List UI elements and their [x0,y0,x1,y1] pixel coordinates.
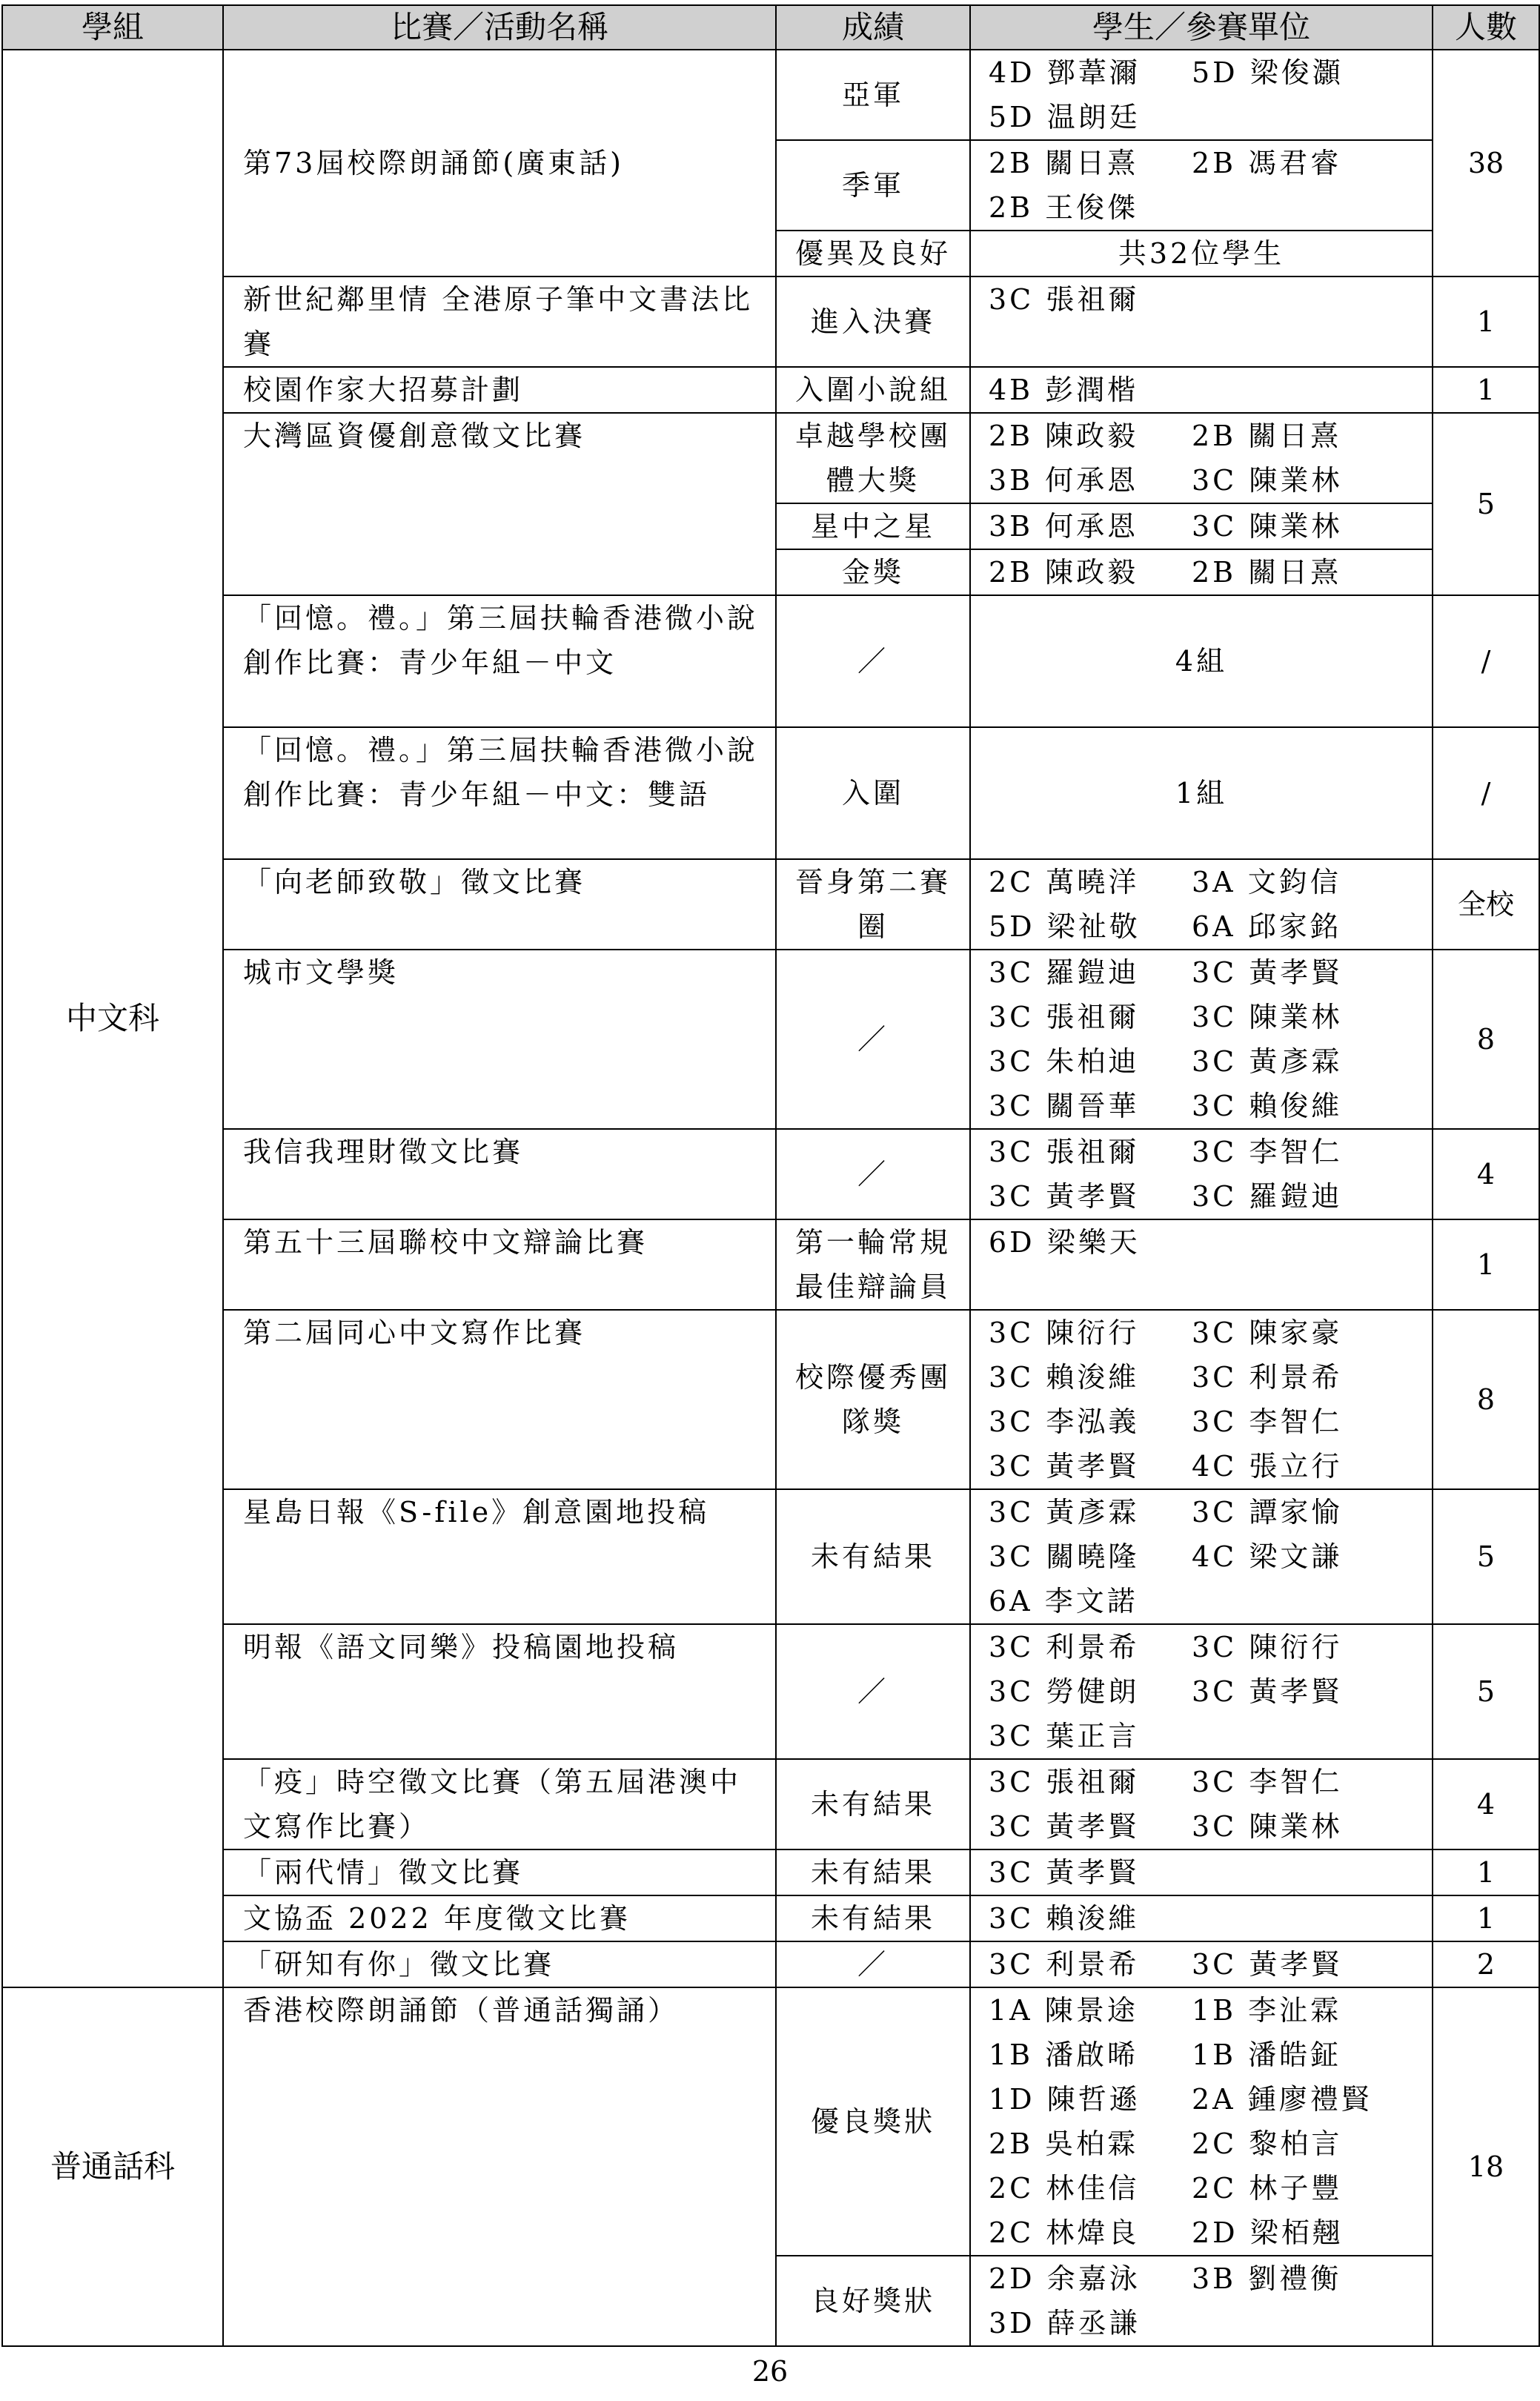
student-name: 3A 文鈞信 [1192,866,1341,898]
category-cell: 中文科 [2,50,223,1987]
student-name: 3C 陳家豪 [1192,1317,1343,1349]
student-name: 2B 王俊傑 [989,191,1139,224]
student-line [989,1669,1432,1714]
students-summary: 1組 [1175,777,1228,809]
student-line [989,2210,1432,2255]
student-name: 3C 黃孝賢 [989,1180,1140,1213]
result-text: ／ [857,1023,889,1056]
student-name: 3C 賴浚維 [989,1361,1140,1394]
student-line [989,1355,1432,1400]
result-cell [776,1895,970,1941]
result-text: 未有結果 [810,1788,935,1821]
table-row [2,1895,1539,1941]
student-name: 2C 黎柏言 [1192,2127,1343,2160]
student-name: 6A 李文諾 [989,1585,1138,1617]
student-name: 2D 余嘉泳 [989,2262,1141,2295]
students-cell [970,1489,1433,1624]
student-name: 5D 梁祉敬 [989,910,1141,943]
result-cell [776,727,970,859]
competition-name: 大灣區資優創意徵文比賽 [243,420,586,452]
students-cell [970,1759,1433,1849]
student-name: 3C 黃孝賢 [1192,1948,1343,1981]
student-name: 3C 黃孝賢 [989,1810,1140,1843]
result-cell [776,1987,970,2256]
student-name: 3C 陳衍行 [989,1317,1140,1349]
student-line [989,950,1432,995]
student-line [989,1850,1432,1895]
competition-name: 「回憶。禮。」第三屆扶輪香港微小說創作比賽：青少年組－中文：雙語 [243,734,759,811]
student-line [989,2256,1432,2301]
competition-cell [223,1489,776,1624]
category-cell: 普通話科 [2,1987,223,2346]
student-name: 2B 吳柏霖 [989,2127,1139,2160]
count-cell: 8 [1433,950,1539,1129]
table-row [2,50,1539,140]
student-line [989,2033,1432,2077]
student-name: 1D 陳哲遜 [989,2083,1141,2116]
student-name: 4C 張立行 [1192,1450,1343,1483]
count-cell: / [1433,727,1539,859]
table-row [2,367,1539,413]
competition-name: 「疫」時空徵文比賽（第五屆港澳中文寫作比賽） [243,1766,742,1843]
student-name: 1B 李沚霖 [1192,1994,1342,2027]
student-name: 3C 黃孝賢 [989,1856,1140,1889]
student-name: 2B 關日熹 [1192,556,1342,589]
student-line [989,1400,1432,1444]
student-name: 2B 陳政毅 [989,556,1139,589]
student-name: 3C 黃孝賢 [1192,1675,1343,1708]
result-text: 良好獎狀 [810,2285,935,2317]
result-cell [776,1489,970,1624]
competition-name: 香港校際朗誦節（普通話獨誦） [243,1994,680,2027]
count-cell: 8 [1433,1310,1539,1489]
result-text: 入圍小說組 [794,374,951,406]
student-line [989,2166,1432,2210]
students-cell [970,1987,1433,2256]
competition-cell [223,1987,776,2346]
students-cell [970,1941,1433,1987]
competition-cell [223,413,776,595]
table-row [2,1849,1539,1895]
competition-cell [223,1849,776,1895]
student-name: 3C 張祖爾 [989,1136,1140,1168]
student-name: 3C 羅鎧迪 [989,956,1140,989]
table-row [2,1624,1539,1759]
student-name: 3C 李智仁 [1192,1136,1343,1168]
result-cell [776,950,970,1129]
result-cell [776,1219,970,1310]
student-name: 3C 黃彥霖 [1192,1045,1343,1078]
result-cell [776,549,970,595]
students-cell [970,1895,1433,1941]
students-cell [970,1310,1433,1489]
student-line [989,1084,1432,1128]
competition-cell [223,1129,776,1219]
result-cell [776,2256,970,2346]
student-name: 3C 陳業林 [1192,1810,1343,1843]
student-line [989,1804,1432,1849]
result-text: ／ [857,1948,889,1981]
student-name: 5D 梁俊灝 [1192,56,1344,89]
student-name: 3B 何承恩 [989,510,1139,543]
students-cell [970,276,1433,367]
count-cell: 1 [1433,367,1539,413]
student-name: 2C 林煒良 [989,2216,1140,2249]
competition-name: 我信我理財徵文比賽 [243,1136,524,1168]
result-cell [776,503,970,549]
competition-cell [223,1219,776,1310]
competition-name: 「回憶。禮。」第三屆扶輪香港微小說創作比賽：青少年組－中文 [243,602,759,679]
header-result: 成績 [776,5,970,50]
student-name: 3C 利景希 [989,1631,1140,1663]
students-cell [970,140,1433,231]
table-row [2,859,1539,950]
student-name: 2B 陳政毅 [989,420,1139,452]
header-group: 學組 [2,5,223,50]
count-cell: 全校 [1433,859,1539,950]
student-name: 4B 彭潤楷 [989,374,1139,406]
student-name: 3C 李智仁 [1192,1405,1343,1438]
student-line [989,1534,1432,1579]
student-line [989,860,1432,904]
student-name: 3C 朱柏迪 [989,1045,1140,1078]
result-text: 晉身第二賽圈 [794,866,951,943]
student-name: 1B 潘皓鉦 [1192,2039,1342,2071]
count-cell: 18 [1433,1987,1539,2346]
competition-name: 校園作家大招募計劃 [243,374,524,406]
student-name: 3C 賴浚維 [989,1902,1140,1935]
student-name: 3C 關晉華 [989,1090,1140,1122]
result-cell [776,1310,970,1489]
student-line [989,1714,1432,1758]
result-text: 第一輪常規最佳辯論員 [794,1226,951,1303]
student-name: 3B 何承恩 [989,464,1139,497]
table-row [2,1310,1539,1489]
student-name: 3C 羅鎧迪 [1192,1180,1343,1213]
result-cell [776,1941,970,1987]
student-line [989,2077,1432,2122]
student-name: 3C 黃孝賢 [1192,956,1343,989]
count-cell: 4 [1433,1129,1539,1219]
result-cell [776,276,970,367]
count-cell: 1 [1433,276,1539,367]
count-cell: / [1433,595,1539,727]
student-name: 3C 勞健朗 [989,1675,1140,1708]
awards-table [1,4,1540,2347]
students-cell [970,1129,1433,1219]
student-name: 5D 温朗廷 [989,101,1141,133]
student-line [989,1579,1432,1623]
count-cell: 2 [1433,1941,1539,1987]
students-cell [970,950,1433,1129]
competition-cell [223,1759,776,1849]
student-name: 3C 黃彥霖 [989,1496,1140,1529]
student-name: 3C 關曉隆 [989,1540,1140,1573]
competition-cell [223,595,776,727]
count-cell: 5 [1433,1624,1539,1759]
table-row [2,1489,1539,1624]
result-text: ／ [857,1158,889,1190]
competition-name: 星島日報《S-file》創意園地投稿 [243,1496,710,1529]
student-name: 3C 利景希 [1192,1361,1343,1394]
competition-cell [223,1624,776,1759]
competition-name: 第73屆校際朗誦節(廣東話) [243,147,625,179]
result-cell [776,367,970,413]
students-cell [970,367,1433,413]
student-line [989,904,1432,949]
result-cell [776,595,970,727]
student-line [989,95,1432,139]
student-line [989,1625,1432,1669]
count-cell: 1 [1433,1895,1539,1941]
result-cell [776,231,970,276]
student-name: 4C 梁文謙 [1192,1540,1343,1573]
student-line [989,50,1432,95]
competition-cell [223,950,776,1129]
student-name: 3C 葉正言 [989,1720,1140,1752]
competition-name: 「研知有你」徵文比賽 [243,1948,555,1981]
count-cell: 4 [1433,1759,1539,1849]
page-number: 26 [751,2355,789,2388]
result-text: ／ [857,645,889,678]
result-text: 進入決賽 [810,305,935,338]
student-name: 3C 李智仁 [1192,1766,1343,1798]
student-name: 1B 潘啟晞 [989,2039,1139,2071]
result-text: 未有結果 [810,1902,935,1935]
student-name: 3C 陳業林 [1192,1001,1343,1033]
student-line [989,458,1432,503]
student-name: 4D 鄧葦濔 [989,56,1141,89]
header-competition: 比賽／活動名稱 [223,5,776,50]
result-cell [776,859,970,950]
table-row [2,413,1539,503]
students-cell [970,727,1433,859]
student-name: 3D 薛丞謙 [989,2307,1141,2339]
students-cell [970,595,1433,727]
competition-name: 「向老師致敬」徵文比賽 [243,866,586,898]
result-cell [776,1849,970,1895]
students-cell [970,859,1433,950]
student-name: 2A 鍾廖禮賢 [1192,2083,1373,2116]
result-text: 校際優秀團隊獎 [794,1361,951,1438]
students-cell [970,503,1433,549]
students-cell [970,549,1433,595]
student-line [989,1220,1432,1265]
table-row [2,727,1539,859]
table-row [2,595,1539,727]
students-summary: 共32位學生 [1118,237,1285,270]
count-cell: 5 [1433,413,1539,595]
student-name: 2C 萬曉洋 [989,866,1140,898]
student-name: 3C 陳業林 [1192,510,1343,543]
student-name: 3C 黃孝賢 [989,1450,1140,1483]
result-text: 星中之星 [810,510,935,543]
table-body [2,50,1539,2346]
student-name: 2B 關日熹 [1192,420,1342,452]
document-page [1,4,1539,2347]
table-row [2,1987,1539,2256]
student-line [989,550,1432,595]
student-name: 3C 陳業林 [1192,464,1343,497]
student-name: 3C 張祖爾 [989,1766,1140,1798]
result-cell [776,1129,970,1219]
result-text: ／ [857,1675,889,1708]
competition-cell [223,859,776,950]
student-name: 3C 利景希 [989,1948,1140,1981]
students-cell [970,1849,1433,1895]
competition-name: 明報《語文同樂》投稿園地投稿 [243,1631,680,1663]
students-cell [970,413,1433,503]
student-line [989,1444,1432,1488]
student-name: 1A 陳景途 [989,1994,1138,2027]
result-cell [776,50,970,140]
student-line [989,277,1432,322]
student-line [989,1311,1432,1355]
students-cell [970,50,1433,140]
student-name: 3C 李泓義 [989,1405,1140,1438]
student-line [989,1896,1432,1941]
student-line [989,1130,1432,1174]
student-name: 6D 梁樂天 [989,1226,1141,1259]
header-count: 人數 [1433,5,1539,50]
student-name: 3C 張祖爾 [989,283,1140,316]
student-name: 3C 陳衍行 [1192,1631,1343,1663]
result-cell [776,140,970,231]
student-line [989,1942,1432,1987]
result-text: 金獎 [841,556,904,589]
student-line [989,1760,1432,1804]
table-row [2,1129,1539,1219]
student-name: 3B 劉禮衡 [1192,2262,1342,2295]
students-cell [970,1219,1433,1310]
student-line [989,2301,1432,2345]
student-line [989,368,1432,412]
table-header-row [2,5,1539,50]
competition-cell [223,1895,776,1941]
result-text: 卓越學校團體大獎 [794,420,951,497]
count-cell: 38 [1433,50,1539,276]
students-cell [970,231,1433,276]
student-name: 3C 賴俊維 [1192,1090,1343,1122]
count-cell: 1 [1433,1849,1539,1895]
student-name: 2C 林佳信 [989,2172,1140,2205]
result-text: 優良獎狀 [810,2105,935,2138]
students-summary: 4組 [1175,645,1228,678]
student-name: 3C 張祖爾 [989,1001,1140,1033]
competition-cell [223,1941,776,1987]
table-row [2,276,1539,367]
students-cell [970,1624,1433,1759]
competition-name: 第二屆同心中文寫作比賽 [243,1317,586,1349]
student-line [989,1039,1432,1084]
header-students: 學生／參賽單位 [970,5,1433,50]
student-line [989,504,1432,549]
competition-cell [223,727,776,859]
table-row [2,950,1539,1129]
student-line [989,1988,1432,2033]
competition-cell [223,50,776,276]
table-row [2,1219,1539,1310]
competition-cell [223,1310,776,1489]
count-cell: 1 [1433,1219,1539,1310]
student-name: 2D 梁栢翹 [1192,2216,1344,2249]
result-cell [776,1759,970,1849]
result-text: 未有結果 [810,1856,935,1889]
competition-name: 第五十三屆聯校中文辯論比賽 [243,1226,648,1259]
student-line [989,141,1432,185]
result-text: 未有結果 [810,1540,935,1573]
result-cell [776,1624,970,1759]
student-name: 2B 馮君睿 [1192,147,1342,179]
students-cell [970,2256,1433,2346]
student-name: 3C 譚家愉 [1192,1496,1343,1529]
competition-cell [223,367,776,413]
table-row [2,1941,1539,1987]
competition-cell [223,276,776,367]
student-name: 2B 關日熹 [989,147,1139,179]
result-text: 入圍 [841,777,904,809]
count-cell: 5 [1433,1489,1539,1624]
competition-name: 新世紀鄰里情 全港原子筆中文書法比賽 [243,283,754,360]
student-line [989,1174,1432,1219]
student-name: 6A 邱家銘 [1192,910,1341,943]
table-row [2,1759,1539,1849]
student-line [989,995,1432,1039]
student-line [989,414,1432,458]
student-line [989,2122,1432,2166]
student-name: 2C 林子豐 [1192,2172,1343,2205]
result-text: 優異及良好 [794,237,951,270]
result-text: 季軍 [841,169,904,202]
competition-name: 「兩代情」徵文比賽 [243,1856,524,1889]
student-line [989,1490,1432,1534]
competition-name: 城市文學獎 [243,956,399,989]
student-line [989,185,1432,230]
result-text: 亞軍 [841,79,904,111]
competition-name: 文協盃 2022 年度徵文比賽 [243,1902,631,1935]
result-cell [776,413,970,503]
